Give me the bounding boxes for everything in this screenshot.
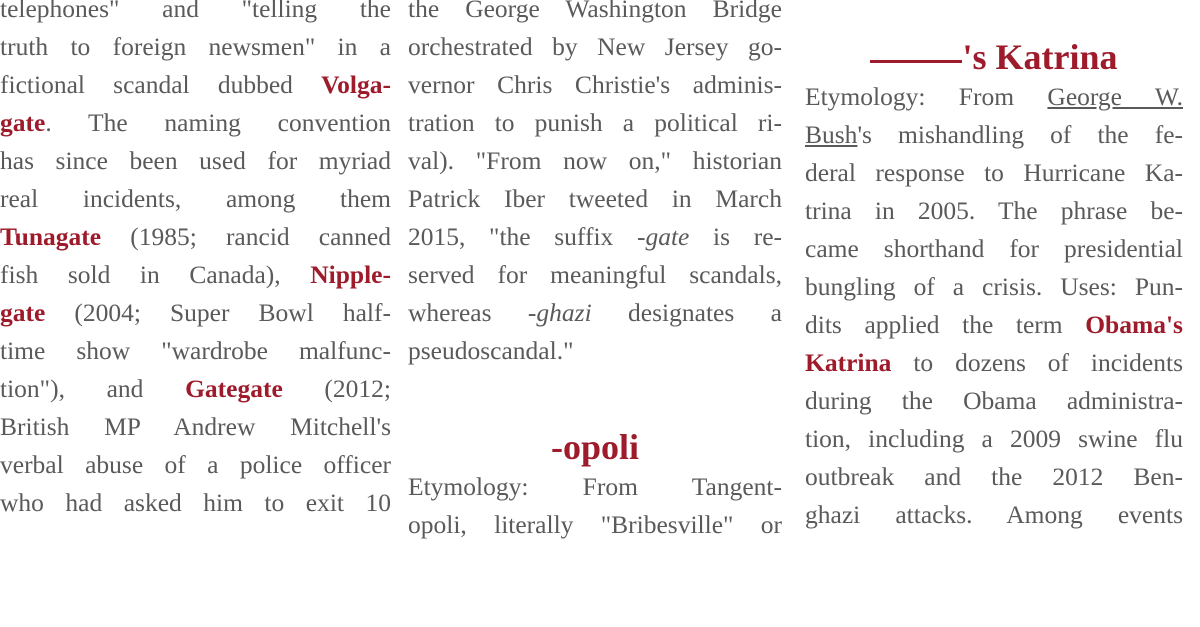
spacer xyxy=(805,0,1183,36)
text-line: gate. The naming convention xyxy=(0,108,391,137)
text-line: fictional scandal dubbed Volga- xyxy=(0,70,391,99)
text-line: vernor Chris Christie's adminis- xyxy=(408,70,782,99)
text-line: Etymology: From Tangent- xyxy=(408,472,782,501)
link-george-w[interactable]: George W. xyxy=(1047,82,1183,111)
column-1 xyxy=(0,0,391,522)
suffix-gate: -gate xyxy=(636,222,690,251)
text-line: deral response to Hurricane Ka- xyxy=(805,158,1183,187)
link-bush[interactable]: Bush xyxy=(805,120,858,149)
term-gategate: Gategate xyxy=(185,374,283,403)
text-line: orchestrated by New Jersey go- xyxy=(408,32,782,61)
text-line: verbal abuse of a police officer xyxy=(0,450,391,479)
text-line: tion"), and Gategate (2012; xyxy=(0,374,392,403)
text-line: truth to foreign newsmen" in a xyxy=(0,32,391,61)
term-obamas-katrina: Obama's xyxy=(1085,310,1183,339)
text-line: the George Washington Bridge xyxy=(408,0,782,23)
text-line: served for meaningful scandals, xyxy=(408,260,782,289)
term-nipplegate: Nipple- xyxy=(310,260,391,289)
suffix-ghazi: -ghazi xyxy=(527,298,592,327)
text-line: tration to punish a political ri- xyxy=(408,108,782,137)
text-line: trina in 2005. The phrase be- xyxy=(805,196,1183,225)
term-nipplegate: gate xyxy=(0,298,46,327)
column-2 xyxy=(408,0,782,544)
text-line: who had asked him to exit 10 xyxy=(0,488,391,517)
text-line: val). "From now on," historian xyxy=(408,146,782,175)
text-line: outbreak and the 2012 Ben- xyxy=(805,462,1183,491)
text-line: British MP Andrew Mitchell's xyxy=(0,412,391,441)
text-line: telephones" and "telling the xyxy=(0,0,391,23)
term-volgagate: Volga- xyxy=(321,70,391,99)
fill-in-blank xyxy=(870,60,962,63)
column-3 xyxy=(805,0,1183,534)
text-line: opoli, literally "Bribesville" or xyxy=(408,510,782,539)
text-line: Patrick Iber tweeted in March xyxy=(408,184,782,213)
text-line: during the Obama administra- xyxy=(805,386,1183,415)
text-line: came shorthand for presidential xyxy=(805,234,1183,263)
term-volgagate: gate xyxy=(0,108,46,137)
text-line: dits applied the term Obama's xyxy=(805,310,1183,339)
text-line: fish sold in Canada), Nipple- xyxy=(0,260,391,289)
text-line: Tunagate (1985; rancid canned xyxy=(0,222,391,251)
text-line: pseudoscandal." xyxy=(408,336,574,365)
text-line: Bush's mishandling of the fe- xyxy=(805,120,1183,149)
text-line: has since been used for myriad xyxy=(0,146,391,175)
text-line: Etymology: From George W. xyxy=(805,82,1183,111)
spacer xyxy=(408,370,782,426)
text-line: whereas -ghazi designates a xyxy=(408,298,782,327)
text-line: real incidents, among them xyxy=(0,184,391,213)
text-line: 2015, "the suffix -gate is re- xyxy=(408,222,783,251)
term-obamas-katrina: Katrina xyxy=(805,348,892,377)
entry-heading-opoli: -opoli xyxy=(550,427,639,467)
entry-heading-katrina: 's Katrina xyxy=(805,36,1183,78)
text-line: Katrina to dozens of incidents xyxy=(805,348,1183,377)
text-line: gate (2004; Super Bowl half- xyxy=(0,298,391,327)
term-tunagate: Tunagate xyxy=(0,222,102,251)
text-line: ghazi attacks. Among events xyxy=(805,500,1183,529)
text-line: tion, including a 2009 swine flu xyxy=(805,424,1183,453)
text-line: time show "wardrobe malfunc- xyxy=(0,336,391,365)
text-line: bungling of a crisis. Uses: Pun- xyxy=(805,272,1183,301)
